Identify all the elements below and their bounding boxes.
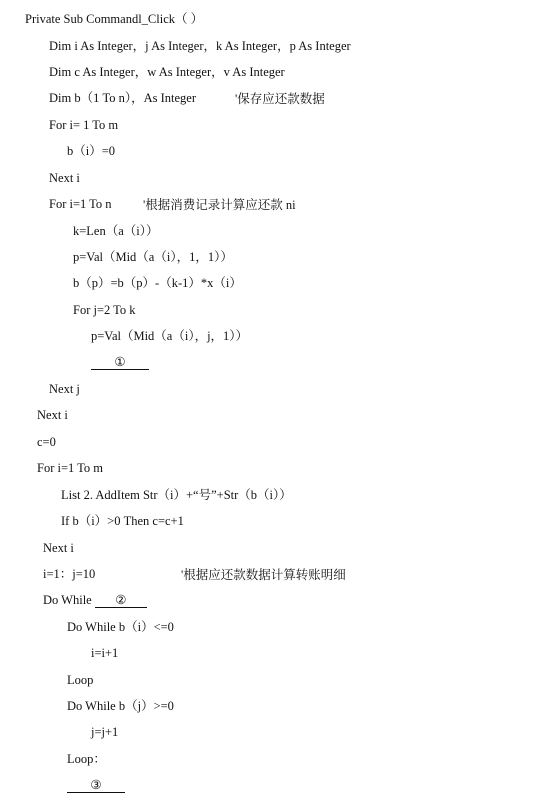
code-line-loop-1: Loop: [67, 673, 94, 687]
code-blank-3: [67, 777, 125, 793]
code-comment-save: '保存应还款数据: [235, 92, 325, 106]
code-blank-1: [91, 354, 149, 370]
code-line-b-zero: b（i）=0: [67, 144, 116, 158]
code-comment-transfer: '根据应还款数据计算转账明细: [181, 568, 346, 582]
code-line-list-additem: List 2. AddItem Str（i）+“号”+Str（b（i））: [61, 488, 292, 502]
code-line-c-zero: c=0: [37, 435, 56, 449]
code-line-k-len: k=Len（a（i））: [73, 224, 159, 238]
code-line-if-b: If b（i）>0 Then c=c+1: [61, 514, 184, 528]
code-line-for-j: For j=2 To k: [73, 303, 136, 317]
do-while-keyword: Do While: [43, 593, 95, 607]
code-line-for-i-m-2: For i=1 To m: [37, 461, 104, 475]
code-line-loop-2: Loop：: [67, 752, 106, 766]
code-line-next-i-2: Next i: [37, 408, 68, 422]
code-line-do-while-bi: Do While b（i）<=0: [67, 620, 174, 634]
code-line-i-inc: i=i+1: [91, 646, 119, 660]
code-line-j-inc: j=j+1: [91, 725, 119, 739]
code-line-sub-header: Private Sub Commandl_Click（ ）: [25, 12, 204, 26]
code-line-dim-b: Dim b（1 To n），As Integer: [49, 91, 197, 105]
code-line-for-i-n: For i=1 To n: [49, 197, 112, 211]
code-line-dim-ijkp: Dim i As Integer，j As Integer，k As Integer，p As Integer: [49, 39, 351, 53]
code-line-for-i-m: For i= 1 To m: [49, 118, 119, 132]
code-line-next-i-3: Next i: [43, 541, 74, 555]
blank-3-marker: ③: [67, 778, 125, 793]
code-comment-calc: '根据消费记录计算应还款 ni: [143, 198, 296, 212]
code-line-do-while-bj: Do While b（j）>=0: [67, 699, 174, 713]
code-line-do-while: [43, 592, 147, 608]
code-line-dim-cwv: Dim c As Integer，w As Integer，v As Integer: [49, 65, 285, 79]
code-line-p-val-j: p=Val（Mid（a（i），j，1））: [91, 329, 249, 343]
code-line-ij-init: i=1：j=10: [43, 567, 96, 581]
code-line-next-i: Next i: [49, 171, 80, 185]
code-line-b-update: b（p）=b（p）-（k-1）*x（i）: [73, 276, 242, 290]
code-line-p-val: p=Val（Mid（a（i），1，1））: [73, 250, 233, 264]
blank-2-marker: ②: [95, 593, 147, 608]
blank-1-marker: ①: [91, 355, 149, 370]
code-line-next-j: Next j: [49, 382, 80, 396]
